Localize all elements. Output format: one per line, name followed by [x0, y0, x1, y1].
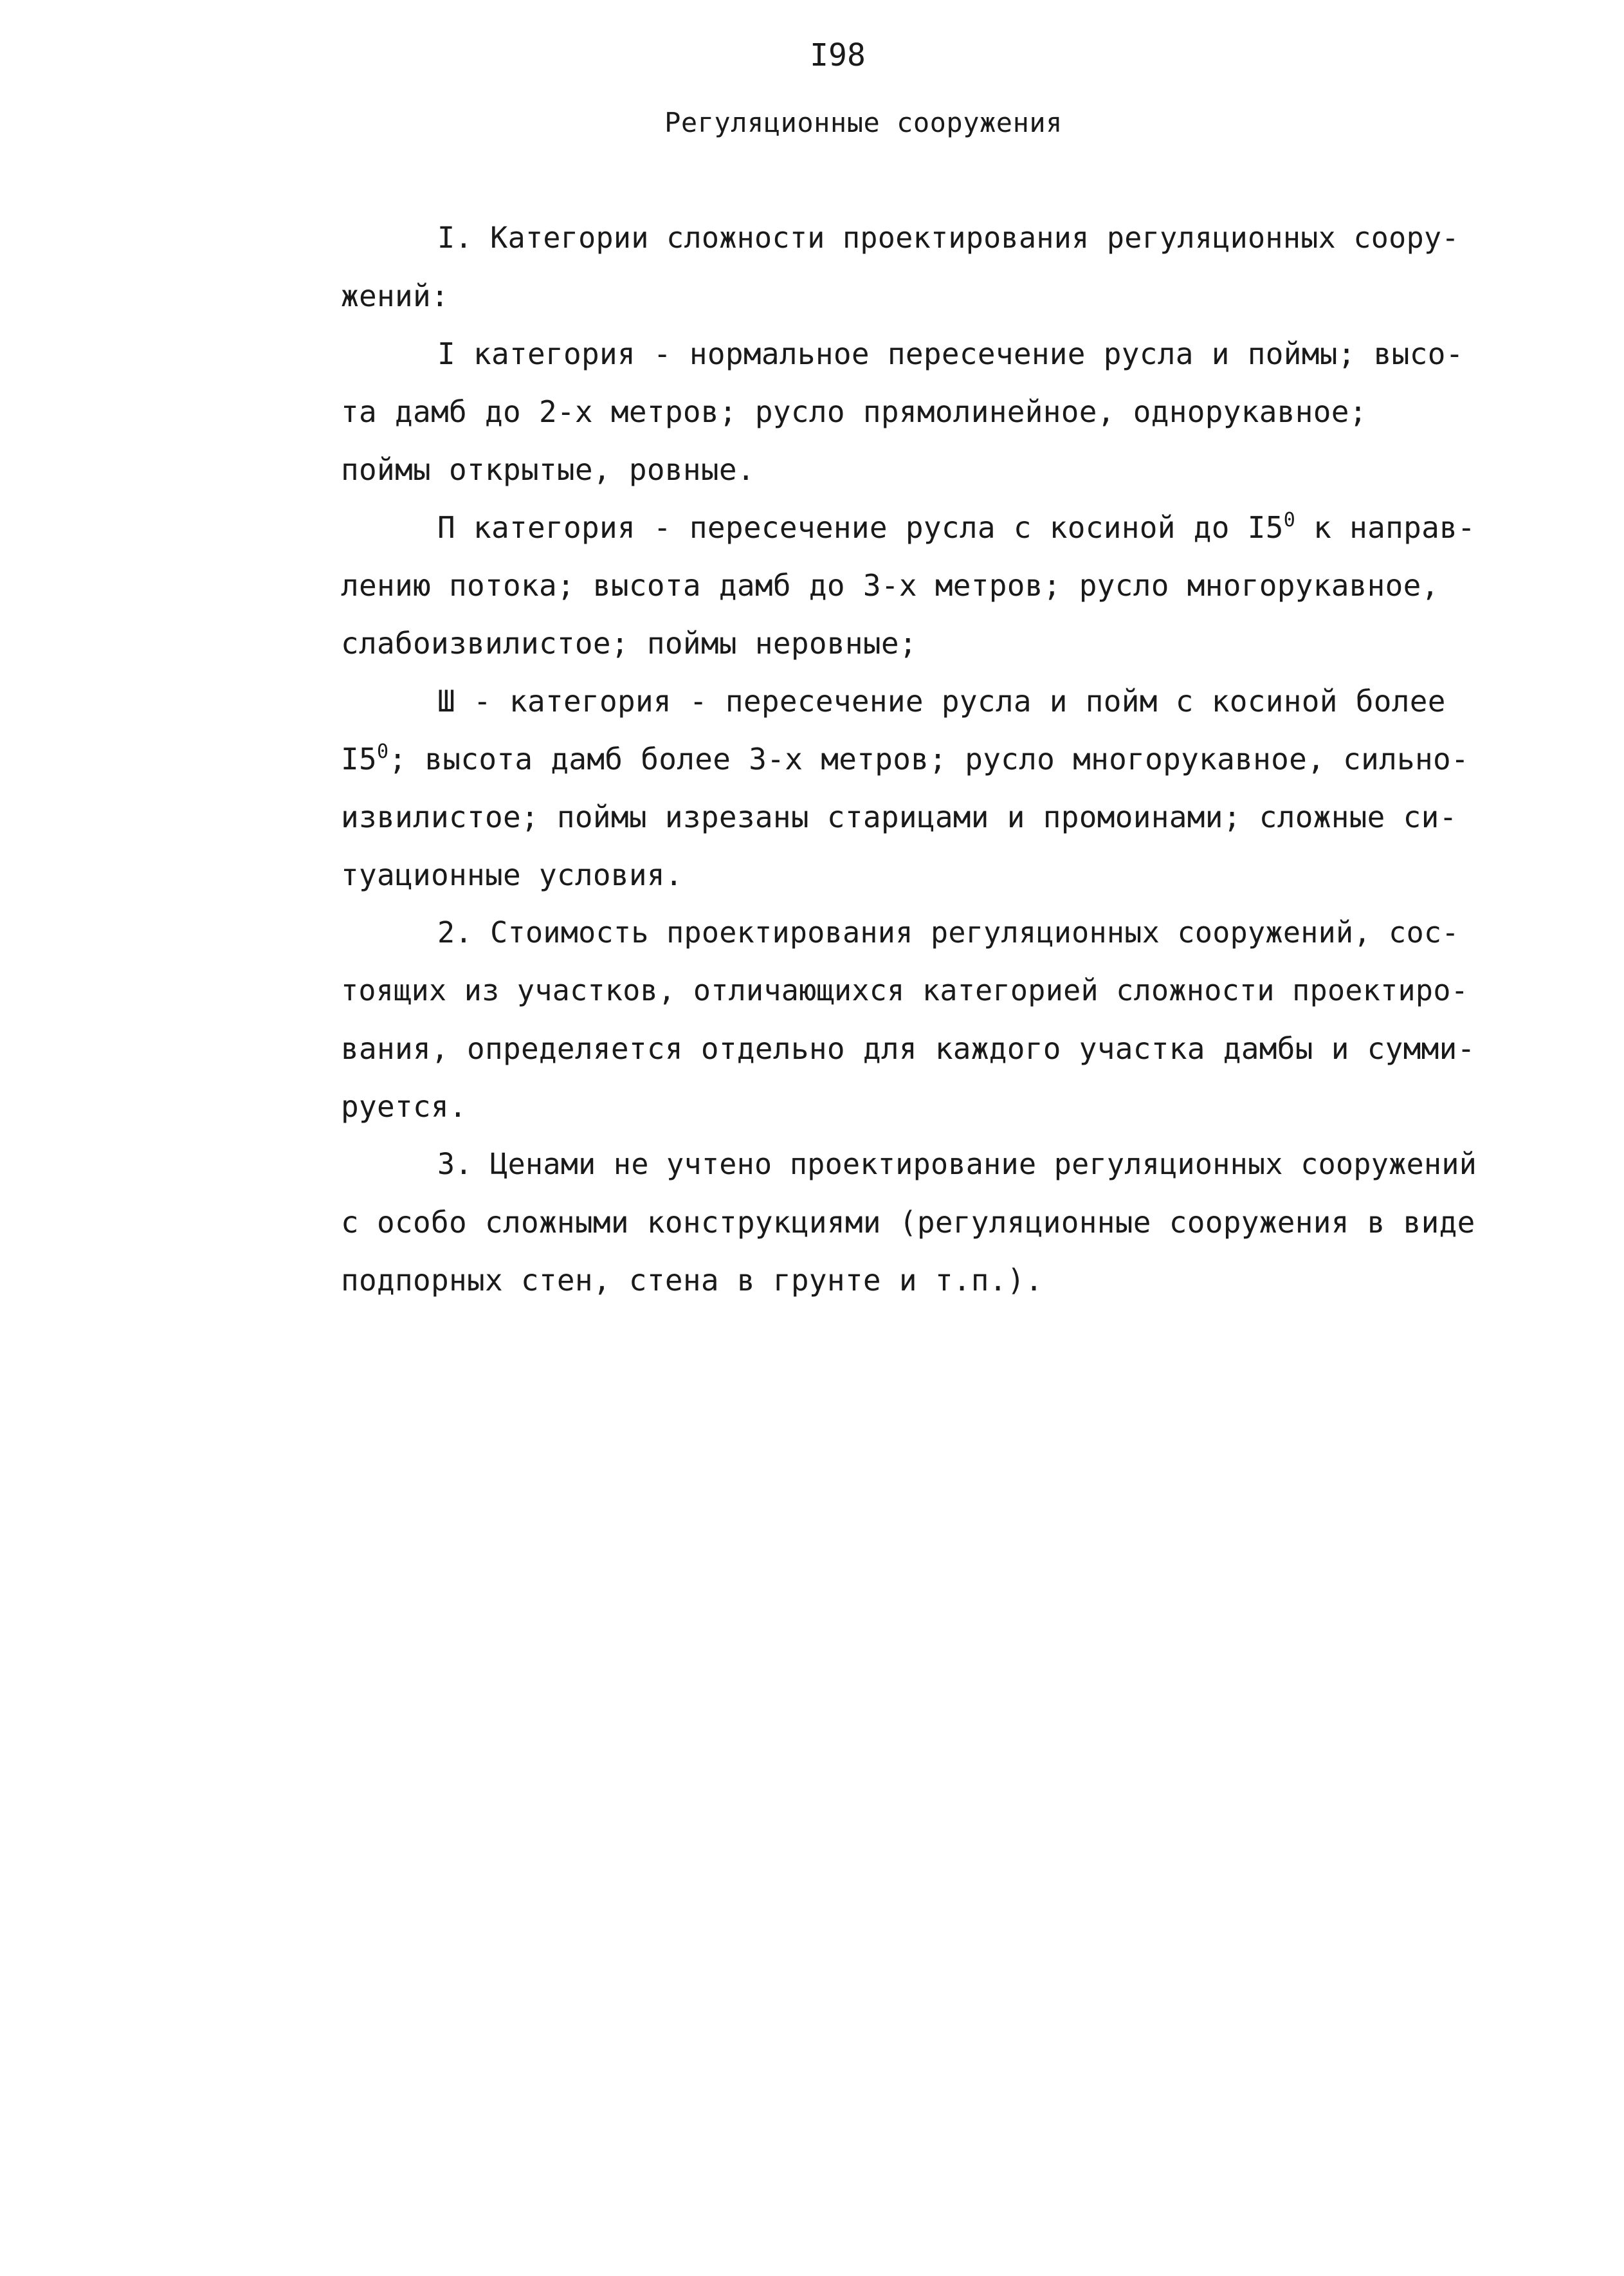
category-3-line-4: туационные условия. [341, 858, 683, 892]
category-2-line-3: слабоизвилистое; поймы неровные; [341, 626, 917, 661]
category-3-line-2-text: ; высота дамб более 3-х метров; русло многорукавное, сильно- [388, 742, 1470, 776]
category-2-line-1-tail: к направ- [1295, 510, 1476, 545]
category-1-line-1: I категория - нормальное пересечение русла и поймы; высо- [437, 336, 1464, 371]
paragraph-2-line-3: вания, определяется отдельно для каждого участка дамбы и сумми- [341, 1031, 1475, 1066]
category-3-line-1: Ш - категория - пересечение русла и пойм с косиной более [437, 684, 1446, 719]
paragraph-1-line-1: I. Категории сложности проектирования регуляционных соору- [437, 221, 1459, 255]
category-1-line-2: та дамб до 2-х метров; русло прямолинейное, однорукавное; [341, 394, 1367, 429]
degree-superscript: 0 [377, 740, 389, 763]
category-2-line-1-text: П категория - пересечение русла с косиной до I5 [437, 510, 1284, 545]
category-3-line-2 [341, 740, 1469, 778]
paragraph-3-line-2: с особо сложными конструкциями (регуляционные сооружения в виде [341, 1205, 1475, 1240]
category-1-line-3: поймы открытые, ровные. [341, 452, 755, 487]
paragraph-2-line-1: 2. Стоимость проектирования регуляционных сооружений, сос- [437, 915, 1459, 950]
page-title: Регуляционные сооружения [664, 107, 1063, 138]
paragraph-1-line-2: жений: [341, 279, 449, 313]
paragraph-3-line-3: подпорных стен, стена в грунте и т.п.). [341, 1263, 1043, 1298]
category-2-line-1 [437, 508, 1475, 547]
paragraph-3-line-1: 3. Ценами не учтено проектирование регуляционных сооружений [437, 1147, 1477, 1181]
category-2-line-2: лению потока; высота дамб до 3-х метров; русло многорукавное, [341, 568, 1439, 603]
page-number: I98 [810, 37, 866, 73]
category-3-line-2-head: I5 [341, 742, 377, 776]
category-3-line-3: извилистое; поймы изрезаны старицами и промоинами; сложные си- [341, 800, 1457, 834]
degree-superscript: 0 [1283, 509, 1296, 531]
paragraph-2-line-2: тоящих из участков, отличающихся категорией сложности проектиро- [341, 973, 1469, 1007]
paragraph-2-line-4: руется. [341, 1089, 467, 1124]
